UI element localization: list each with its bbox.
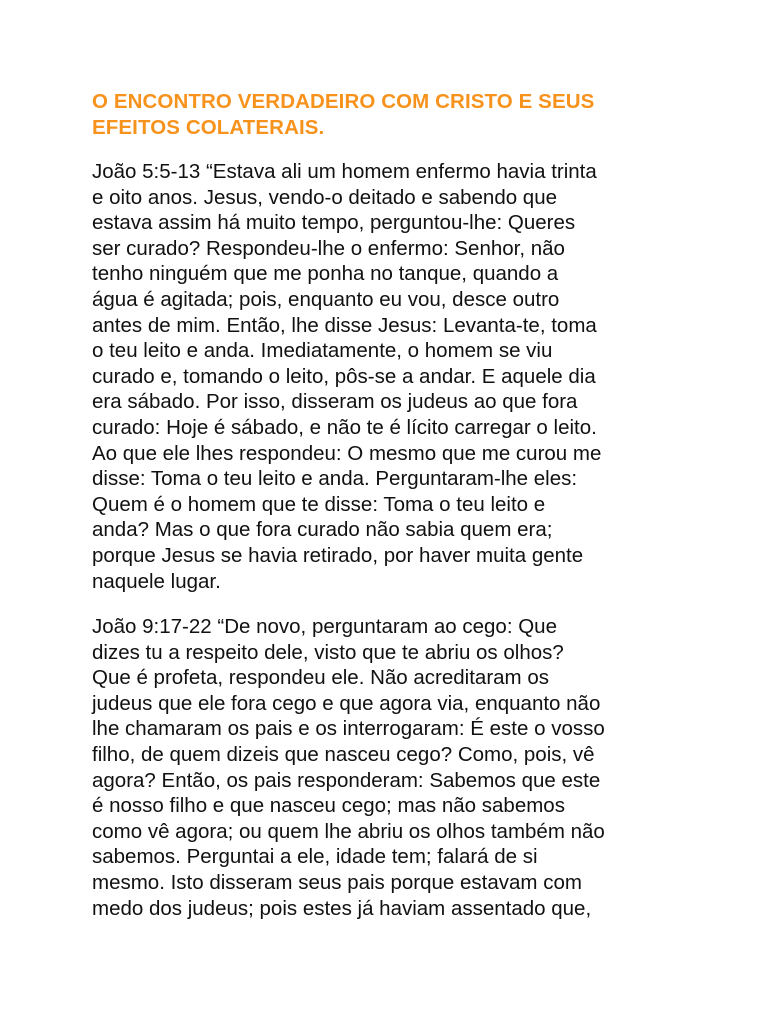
text-line: sabemos. Perguntai a ele, idade tem; falará de si	[92, 845, 538, 869]
text-line: estava assim há muito tempo, perguntou-lhe: Queres	[92, 211, 576, 235]
title-line: O ENCONTRO VERDADEIRO COM CRISTO E SEUS	[92, 90, 595, 113]
paragraph-joao-5	[92, 159, 601, 594]
text-line: era sábado. Por isso, disseram os judeus ao que fora	[92, 390, 578, 414]
text-line: dizes tu a respeito dele, visto que te abriu os olhos?	[92, 640, 564, 664]
text-line: lhe chamaram os pais e os interrogaram: É este o vosso	[92, 717, 605, 741]
text-line: ser curado? Respondeu-lhe o enfermo: Senhor, não	[92, 236, 565, 260]
text-line: anda? Mas o que fora curado não sabia quem era;	[92, 518, 553, 542]
text-line: curado e, tomando o leito, pôs-se a andar. E aquele dia	[92, 364, 596, 388]
text-line: medo dos judeus; pois estes já haviam assentado que,	[92, 896, 592, 920]
text-line: João 9:17-22 “De novo, perguntaram ao cego: Que	[92, 615, 557, 638]
text-line: tenho ninguém que me ponha no tanque, quando a	[92, 262, 559, 286]
text-line: judeus que ele fora cego e que agora via, enquanto não	[92, 691, 601, 715]
text-line: porque Jesus se havia retirado, por haver muita gente	[92, 543, 584, 567]
text-line: é nosso filho e que nasceu cego; mas não sabemos	[92, 794, 565, 818]
text-line: como vê agora; ou quem lhe abriu os olhos também não	[92, 819, 605, 843]
text-line: agora? Então, os pais responderam: Sabemos que este	[92, 768, 601, 792]
text-line: João 5:5-13 “Estava ali um homem enfermo havia trinta	[92, 160, 597, 183]
text-line: disse: Toma o teu leito e anda. Perguntaram-lhe eles:	[92, 467, 578, 491]
text-line: e oito anos. Jesus, vendo-o deitado e sabendo que	[92, 185, 558, 209]
text-line: Que é profeta, respondeu ele. Não acreditaram os	[92, 666, 549, 690]
text-line: o teu leito e anda. Imediatamente, o homem se viu	[92, 339, 553, 363]
text-line: mesmo. Isto disseram seus pais porque estavam com	[92, 870, 582, 894]
text-line: Quem é o homem que te disse: Toma o teu leito e	[92, 492, 546, 516]
paragraph-joao-9	[92, 614, 605, 921]
title-line: EFEITOS COLATERAIS.	[92, 115, 325, 139]
text-line: filho, de quem dizeis que nasceu cego? Como, pois, vê	[92, 742, 595, 766]
text-line: antes de mim. Então, lhe disse Jesus: Levanta-te, toma	[92, 313, 597, 337]
text-line: curado: Hoje é sábado, e não te é lícito carregar o leito.	[92, 415, 597, 439]
text-line: Ao que ele lhes respondeu: O mesmo que me curou me	[92, 441, 602, 465]
text-line: naquele lugar.	[92, 569, 221, 593]
document-title	[92, 89, 594, 140]
text-line: água é agitada; pois, enquanto eu vou, desce outro	[92, 287, 560, 311]
